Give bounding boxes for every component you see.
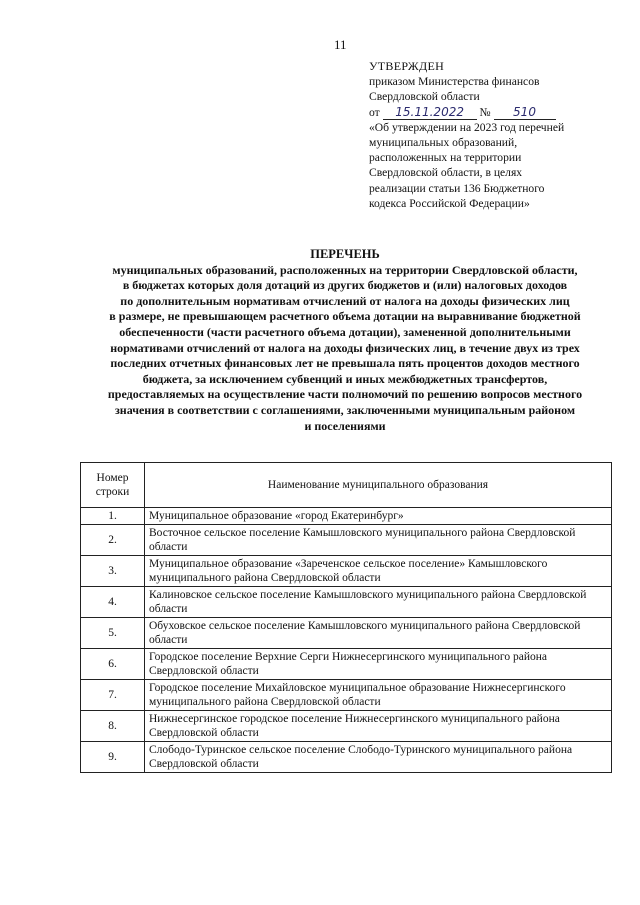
title-line: муниципальных образований, расположенных на территории Свердловской области,	[112, 262, 578, 277]
handwritten-date: 15.11.2022	[383, 106, 477, 120]
table-row	[81, 508, 612, 525]
order-title-line: реализации статьи 136 Бюджетного	[369, 181, 545, 195]
approval-line-1: приказом Министерства финансов	[369, 75, 540, 89]
row-name: Муниципальное образование «город Екатеринбург»	[145, 508, 612, 525]
order-title-line: кодекса Российской Федерации»	[369, 196, 530, 210]
page-number: 11	[334, 37, 347, 52]
title-line: нормативами отчислений от налога на доходы физических лиц, в течение двух из трех	[110, 340, 580, 355]
row-name: Городское поселение Михайловское муниципальное образование Нижнесергинского муниципального района Свердловской области	[145, 680, 612, 711]
row-number: 8.	[81, 711, 145, 742]
row-name: Калиновское сельское поселение Камышловского муниципального района Свердловской области	[145, 587, 612, 618]
approval-heading: УТВЕРЖДЕН	[369, 59, 445, 73]
handwritten-number: 510	[494, 106, 556, 120]
row-name: Слободо-Туринское сельское поселение Слободо-Туринского муниципального района Свердловской области	[145, 742, 612, 773]
approval-date-line	[369, 105, 619, 120]
title-line: и поселениями	[304, 418, 386, 433]
table-row	[81, 742, 612, 773]
order-title-line: Свердловской области, в целях	[369, 166, 523, 180]
column-header-number: Номер строки	[81, 463, 145, 508]
row-number: 4.	[81, 587, 145, 618]
table-header-row	[81, 463, 612, 508]
row-name: Восточное сельское поселение Камышловского муниципального района Свердловской области	[145, 525, 612, 556]
approval-line-2: Свердловской области	[369, 90, 480, 104]
date-prefix: от	[369, 105, 380, 119]
row-number: 7.	[81, 680, 145, 711]
title-main: ПЕРЕЧЕНЬ	[310, 247, 380, 261]
title-line: в бюджетах которых доля дотаций из других бюджетов и (или) налоговых доходов	[122, 278, 568, 293]
order-title-line: муниципальных образований,	[369, 136, 518, 150]
row-number: 3.	[81, 556, 145, 587]
table-row	[81, 525, 612, 556]
title-line: обеспеченности (части расчетного объема дотации), замененной дополнительными	[119, 324, 571, 339]
table-row	[81, 680, 612, 711]
title-line: в размере, не превышающем расчетного объема дотации на выравнивание бюджетной	[109, 309, 581, 324]
number-prefix: №	[479, 105, 491, 119]
row-name: Городское поселение Верхние Серги Нижнесергинского муниципального района Свердловской области	[145, 649, 612, 680]
row-number: 9.	[81, 742, 145, 773]
row-number: 1.	[81, 508, 145, 525]
order-title-line: расположенных на территории	[369, 151, 522, 165]
row-number: 2.	[81, 525, 145, 556]
column-header-name: Наименование муниципального образования	[145, 463, 612, 508]
title-line: предоставляемых на осуществление части полномочий по решению вопросов местного	[107, 387, 583, 402]
approval-block	[369, 59, 619, 211]
row-number: 6.	[81, 649, 145, 680]
table-row	[81, 556, 612, 587]
table-row	[81, 618, 612, 649]
table-row	[81, 649, 612, 680]
table-row	[81, 587, 612, 618]
order-title-line: «Об утверждении на 2023 год перечней	[369, 120, 565, 134]
row-name: Нижнесергинское городское поселение Нижнесергинского муниципального района Свердловской области	[145, 711, 612, 742]
title-line: по дополнительным нормативам отчислений от налога на доходы физических лиц	[120, 293, 570, 308]
title-line: бюджета, за исключением субвенций и иных межбюджетных трансфертов,	[142, 371, 548, 386]
row-number: 5.	[81, 618, 145, 649]
table-row	[81, 711, 612, 742]
title-line: значения в соответствии с соглашениями, заключенными муниципальным районом	[114, 402, 576, 417]
municipalities-table	[80, 462, 612, 773]
row-name: Муниципальное образование «Зареченское сельское поселение» Камышловского муниципального района Свердловской области	[145, 556, 612, 587]
row-name: Обуховское сельское поселение Камышловского муниципального района Свердловской области	[145, 618, 612, 649]
title-line: последних отчетных финансовых лет не превышала пять процентов доходов местного	[110, 356, 580, 371]
document-title	[70, 247, 620, 434]
